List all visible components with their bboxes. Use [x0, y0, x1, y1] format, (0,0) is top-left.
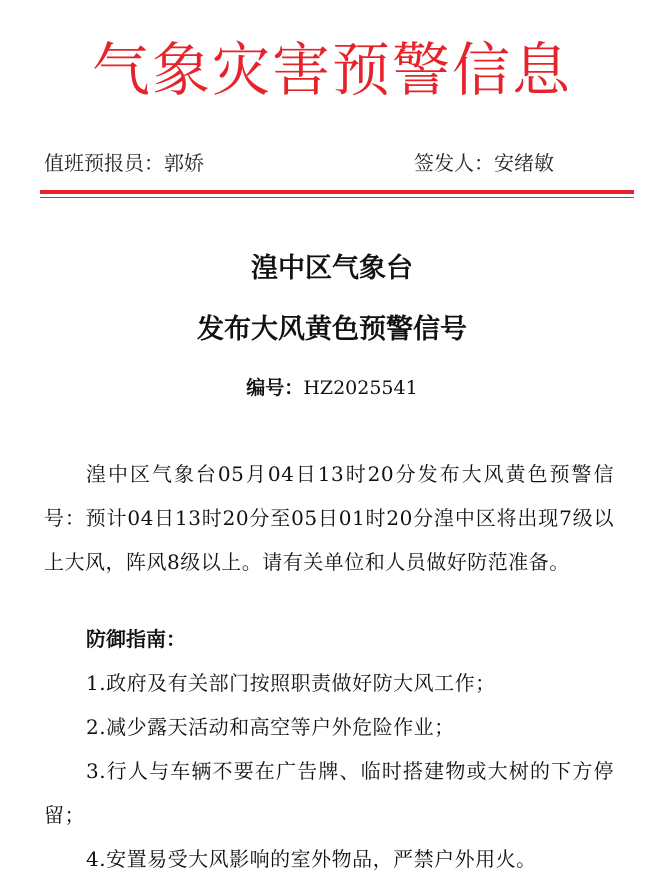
notice-body: 湟中区气象台05月04日13时20分发布大风黄色预警信号：预计04日13时20分至05日01时20分湟中区将出现7级以上大风，阵风8级以上。请有关单位和人员做好防范准备。 — [44, 462, 614, 574]
guidance-item: 3.行人与车辆不要在广告牌、临时搭建物或大树的下方停留； — [44, 759, 614, 827]
serial-label: 编号： — [246, 377, 304, 399]
guidance-item: 1.政府及有关部门按照职责做好防大风工作； — [86, 671, 496, 695]
serial-number — [0, 373, 664, 403]
red-divider-thin — [40, 197, 634, 198]
guidance-item: 2.减少露天活动和高空等户外危险作业； — [86, 715, 455, 739]
guidance-item: 4.安置易受大风影响的室外物品，严禁户外用火。 — [86, 847, 537, 871]
masthead-title: 气象灾害预警信息 — [91, 36, 572, 104]
red-divider-thick — [40, 190, 634, 194]
serial-value: HZ2025541 — [303, 377, 418, 399]
guidance-list — [44, 661, 614, 881]
forecaster-label: 值班预报员：郭娇 — [44, 151, 204, 175]
guidance-heading: 防御指南： — [86, 627, 186, 651]
issuer-label: 签发人：安绪敏 — [414, 151, 554, 175]
notice-title-issuer: 湟中区气象台 — [251, 253, 413, 284]
staff-row — [44, 148, 624, 178]
notice-title-signal: 发布大风黄色预警信号 — [197, 314, 467, 345]
